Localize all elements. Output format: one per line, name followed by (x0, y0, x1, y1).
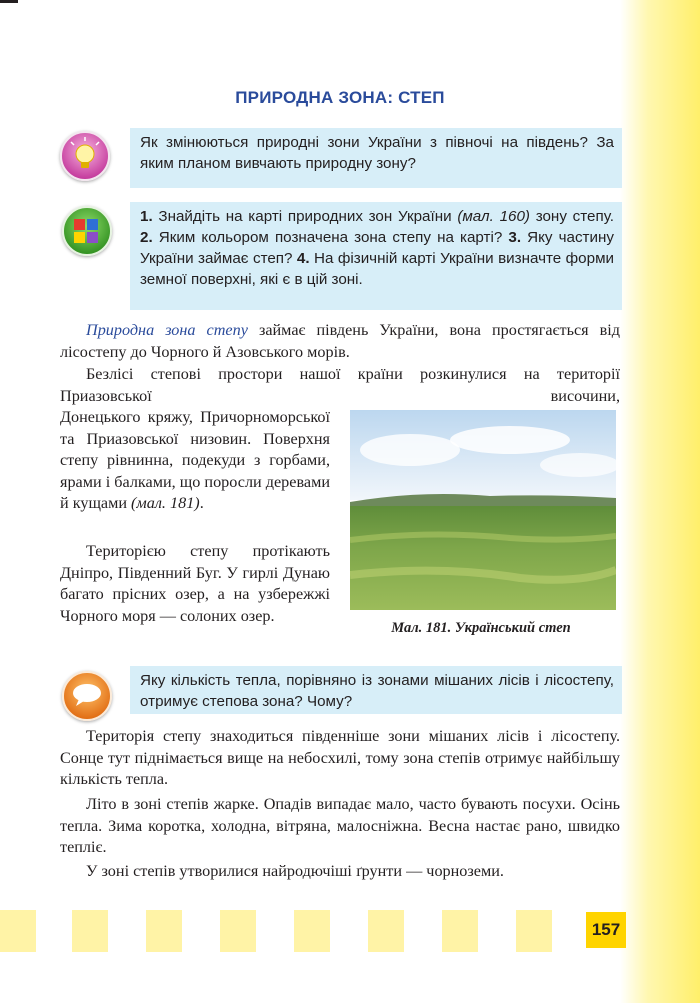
task-1-text-end: зону степу. (529, 208, 614, 225)
question-box-1 (130, 128, 622, 188)
page-title: ПРИРОДНА ЗОНА: СТЕП (235, 88, 445, 107)
paragraph-2-ref: (мал. 181) (131, 494, 200, 512)
task-3-text: Яку частину України займає степ? (140, 229, 614, 267)
paragraph-1-rest: займає південь України, вона простягається від лісостепу до Чорного й Азовського морів. (60, 321, 620, 361)
paragraph-2-first-line (60, 364, 620, 407)
decorative-squares (0, 910, 620, 952)
task-4-text: На фізичній карті України визначте форми земної поверхні, які є в цій зоні. (140, 250, 614, 288)
paragraph-6 (60, 861, 620, 883)
yellow-side-band (620, 0, 700, 1003)
lightbulb-icon (60, 131, 110, 181)
task-number-2: 2. (140, 229, 153, 246)
question-2-text: Яку кількість тепла, порівняно із зонами мішаних лісів і лісостепу, отримує степова зона? Чому? (140, 672, 614, 710)
question-box-2 (130, 666, 622, 714)
deco-square (220, 910, 256, 952)
deco-square (516, 910, 552, 952)
paragraph-2-first-text: Безлісі степові простори нашої країни розкинулися на території Приазовської височини, (60, 365, 620, 405)
paragraph-2-end: . (199, 494, 204, 512)
task-1-ref: (мал. 160) (457, 208, 530, 225)
corner-mark (0, 0, 18, 3)
deco-square (72, 910, 108, 952)
speech-bubble-icon (62, 671, 112, 721)
paragraph-4-text: Територія степу знаходиться південніше зони мішаних лісів і лісостепу. Сонце тут піднімається вище на небосхилі, тому зона степів отримує найбільшу кількість тепла. (60, 727, 620, 788)
term-steppe-zone: Природна зона степу (86, 321, 248, 339)
task-1-text: Знайдіть на карті природних зон України (152, 208, 458, 225)
paragraph-1 (60, 320, 620, 363)
paragraph-3-text: Територією степу протікають Дніпро, Південний Буг. У гирлі Дунаю багато прісних озер, а на узбережжі Чорного моря — солоних озер. (60, 542, 330, 625)
paragraph-6-text: У зоні степів утворилися найродючіші ґрунти — чорноземи. (86, 862, 504, 880)
deco-square (0, 910, 36, 952)
paragraph-5 (60, 794, 620, 859)
deco-square (294, 910, 330, 952)
deco-square (146, 910, 182, 952)
deco-square (368, 910, 404, 952)
task-number-1: 1. (140, 208, 153, 225)
deco-square (442, 910, 478, 952)
paragraph-4 (60, 726, 620, 791)
task-number-4: 4. (296, 250, 310, 267)
task-box (130, 202, 622, 310)
question-1-text: Як змінюються природні зони України з півночі на південь? За яким планом вивчають природну зону? (140, 134, 614, 172)
page-number: 157 (586, 912, 626, 948)
paragraph-2-wrap-text: Донецького кряжу, Причорноморської та Приазовської низовин. Поверхня степу рівнинна, подекуди з горбами, ярами і балками, що поросли деревами й кущами (60, 408, 330, 512)
paragraph-5-text: Літо в зоні степів жарке. Опадів випадає мало, часто бувають посухи. Осінь тепла. Зима коротка, холодна, вітряна, малосніжна. Весна настає рано, швидко тепліє. (60, 795, 620, 856)
paragraph-2-wrap (60, 407, 330, 515)
task-number-3: 3. (508, 229, 522, 246)
puzzle-icon (62, 206, 112, 256)
paragraph-3 (60, 541, 330, 627)
steppe-photo (350, 410, 616, 610)
figure-caption: Мал. 181. Український степ (391, 620, 571, 636)
task-2-text: Яким кольором позначена зона степу на карті? (152, 229, 509, 246)
